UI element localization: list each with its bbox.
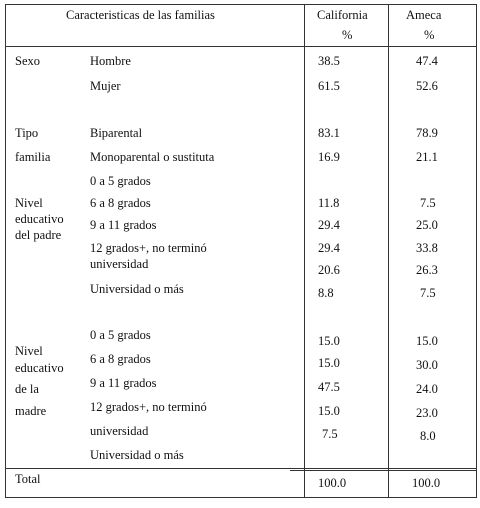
value-california: 38.5 <box>318 54 340 68</box>
value-ameca: 47.4 <box>416 54 438 68</box>
column-divider <box>304 4 305 498</box>
value-ameca: 30.0 <box>416 358 438 372</box>
row-label: Universidad o más <box>90 282 184 296</box>
value-california: 15.0 <box>318 356 340 370</box>
row-label: 6 a 8 grados <box>90 196 151 210</box>
header-characteristics: Caracteristicas de las familias <box>66 8 215 22</box>
header-ameca: Ameca <box>406 8 442 22</box>
row-label: Universidad o más <box>90 448 184 462</box>
header-california: California <box>317 8 368 22</box>
group-madre-line4: madre <box>15 404 47 418</box>
value-california: 47.5 <box>318 380 340 394</box>
row-label: Monoparental o sustituta <box>90 150 215 164</box>
column-divider <box>388 4 389 498</box>
value-ameca: 7.5 <box>420 286 436 300</box>
group-tipo: Tipo <box>15 126 39 140</box>
total-label: Total <box>15 472 41 486</box>
value-california: 7.5 <box>322 427 338 441</box>
row-label: 0 a 5 grados <box>90 174 151 188</box>
total-rule <box>5 468 477 469</box>
row-label: 12 grados+, no terminó <box>90 400 207 414</box>
group-familia: familia <box>15 150 51 164</box>
table-frame <box>5 4 477 498</box>
group-padre-line3: del padre <box>15 228 62 242</box>
header-percent-california: % <box>342 28 353 42</box>
group-padre-line2: educativo <box>15 212 64 226</box>
value-california: 29.4 <box>318 241 340 255</box>
row-label: Biparental <box>90 126 143 140</box>
group-padre-line1: Nivel <box>15 196 43 210</box>
value-ameca: 15.0 <box>416 334 438 348</box>
value-ameca: 7.5 <box>420 196 436 210</box>
group-madre-line2: educativo <box>15 361 64 375</box>
value-ameca: 26.3 <box>416 263 438 277</box>
row-label: 9 a 11 grados <box>90 218 157 232</box>
value-california: 29.4 <box>318 218 340 232</box>
value-ameca: 78.9 <box>416 126 438 140</box>
row-label: 9 a 11 grados <box>90 376 157 390</box>
value-california: 11.8 <box>318 196 340 210</box>
row-label: 0 a 5 grados <box>90 328 151 342</box>
row-label: universidad <box>90 424 149 438</box>
row-label: 6 a 8 grados <box>90 352 151 366</box>
row-label: universidad <box>90 257 149 271</box>
header-rule <box>5 46 477 47</box>
value-california: 83.1 <box>318 126 340 140</box>
value-ameca: 25.0 <box>416 218 438 232</box>
value-ameca: 8.0 <box>420 429 436 443</box>
value-california: 8.8 <box>318 286 334 300</box>
group-sexo: Sexo <box>15 54 40 68</box>
value-california: 20.6 <box>318 263 340 277</box>
total-california: 100.0 <box>318 476 347 490</box>
row-label: 12 grados+, no terminó <box>90 241 207 255</box>
total-rule-inner <box>290 470 477 471</box>
row-label: Mujer <box>90 79 121 93</box>
header-percent-ameca: % <box>424 28 435 42</box>
value-california: 16.9 <box>318 150 340 164</box>
group-madre-line1: Nivel <box>15 344 43 358</box>
value-ameca: 52.6 <box>416 79 438 93</box>
value-california: 15.0 <box>318 404 340 418</box>
group-madre-line3: de la <box>15 382 39 396</box>
row-label: Hombre <box>90 54 131 68</box>
value-california: 61.5 <box>318 79 340 93</box>
value-ameca: 33.8 <box>416 241 438 255</box>
value-ameca: 23.0 <box>416 406 438 420</box>
value-ameca: 24.0 <box>416 382 438 396</box>
value-ameca: 21.1 <box>416 150 438 164</box>
total-ameca: 100.0 <box>412 476 441 490</box>
value-california: 15.0 <box>318 334 340 348</box>
